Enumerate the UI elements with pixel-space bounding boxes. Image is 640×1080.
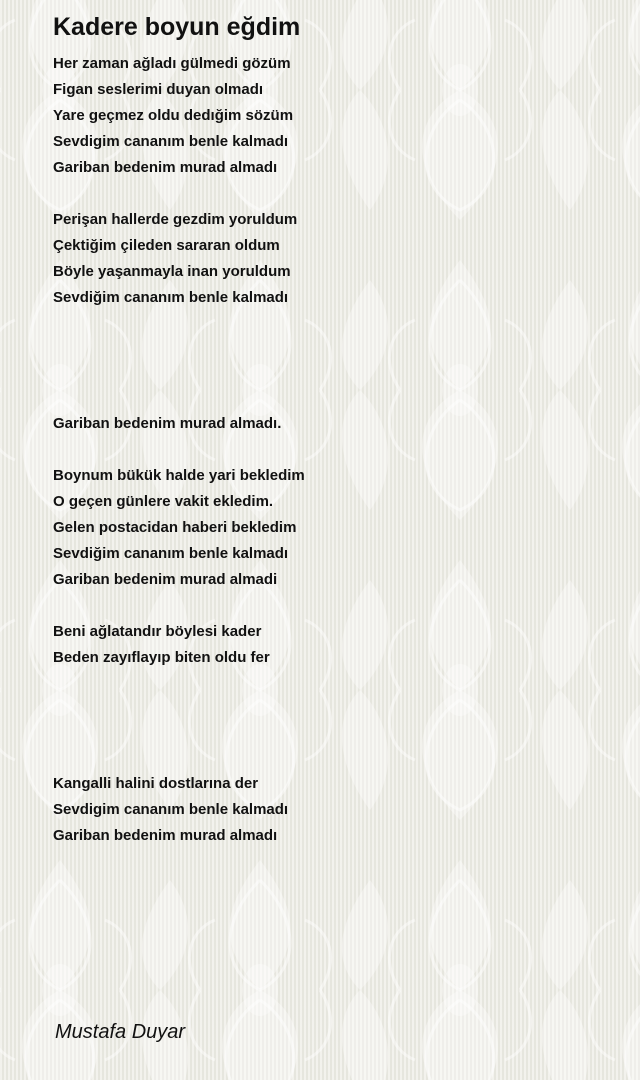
poem-line: Kangalli halini dostlarına der (53, 775, 259, 792)
poem-line: Beni ağlatandır böylesi kader (53, 623, 262, 640)
poem-line: Sevdigim cananım benle kalmadı (53, 133, 289, 150)
poem-line: Gariban bedenim murad almadi (53, 571, 278, 588)
poem-line: Çektiğim çileden sararan oldum (53, 237, 280, 254)
poem-line: O geçen günlere vakit ekledim. (53, 493, 274, 510)
poem-line: Sevdiğim cananım benle kalmadı (53, 289, 289, 306)
poem-line: Her zaman ağladı gülmedi gözüm (53, 55, 291, 72)
poem-line: Gariban bedenim murad almadı (53, 159, 278, 176)
poem-line: Figan seslerimi duyan olmadı (53, 81, 264, 98)
poem-line: Yare geçmez oldu dedığim sözüm (53, 107, 294, 124)
poem-line: Gariban bedenim murad almadı (53, 827, 278, 844)
poem-line: Beden zayıflayıp biten oldu fer (53, 649, 270, 666)
poem-line: Gelen postacidan haberi bekledim (53, 519, 297, 536)
poem-line: Sevdiğim cananım benle kalmadı (53, 545, 289, 562)
poem-title: Kadere boyun eğdim (53, 13, 301, 41)
poem-line: Sevdigim cananım benle kalmadı (53, 801, 289, 818)
poem-line: Gariban bedenim murad almadı. (53, 415, 282, 432)
poem-author: Mustafa Duyar (55, 1021, 186, 1043)
poem-line: Perişan hallerde gezdim yoruldum (53, 211, 298, 228)
poem-line: Böyle yaşanmayla inan yoruldum (53, 263, 291, 280)
poem-line: Boynum bükük halde yari bekledim (53, 467, 305, 484)
